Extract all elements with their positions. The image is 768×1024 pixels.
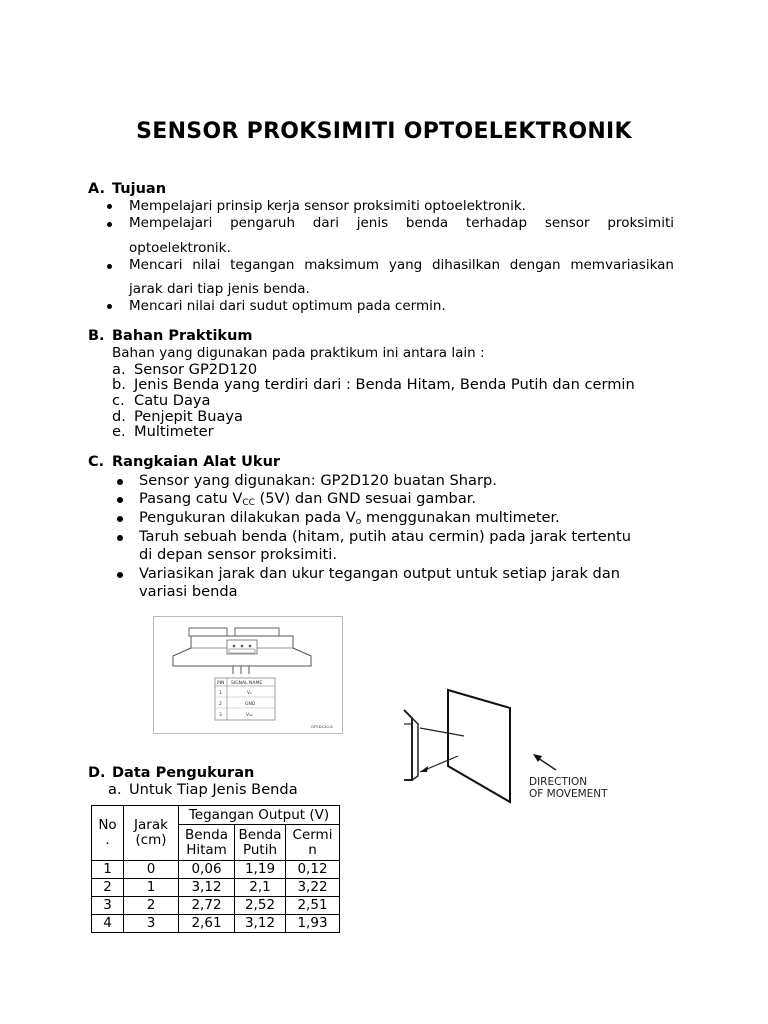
bahan-intro: Bahan yang digunakan pada praktikum ini antara lain : bbox=[112, 345, 485, 361]
bullet-icon bbox=[107, 222, 112, 227]
bahan-item bbox=[112, 423, 214, 440]
tujuan-item-4: Mencari nilai dari sudut optimum pada cermin. bbox=[129, 298, 446, 314]
list-letter: b. bbox=[112, 376, 126, 393]
section-c-number: C. bbox=[88, 454, 105, 470]
svg-text:Vₔₔ: Vₔₔ bbox=[246, 713, 253, 718]
section-b-number: B. bbox=[88, 328, 105, 344]
svg-text:GND: GND bbox=[245, 702, 256, 707]
tujuan-item-3-cont: jarak dari tiap jenis benda. bbox=[129, 281, 310, 297]
col-header-cermin: Cermi n bbox=[286, 825, 340, 861]
list-letter: a. bbox=[112, 361, 126, 378]
list-letter: a. bbox=[108, 781, 122, 798]
rangkaian-item-4-cont: di depan sensor proksimiti. bbox=[139, 546, 337, 563]
list-text: Penjepit Buaya bbox=[134, 408, 244, 425]
section-d-heading bbox=[88, 765, 254, 781]
col-header-group: Tegangan Output (V) bbox=[179, 806, 340, 825]
rangkaian-item-5-cont: variasi benda bbox=[139, 583, 238, 600]
rangkaian-item-2: Pasang catu $V_{CC}$ (5V) dan GND sesuai gambar. bbox=[139, 490, 477, 508]
list-text: Catu Daya bbox=[134, 392, 211, 409]
section-d-number: D. bbox=[88, 765, 106, 781]
tujuan-item-2: Mempelajari pengaruh dari jenis benda terhadap sensor proksimiti bbox=[129, 215, 674, 231]
figure-code: GP2D120-8 bbox=[311, 724, 333, 729]
bullet-icon bbox=[107, 264, 112, 269]
tujuan-item-1: Mempelajari prinsip kerja sensor proksimiti optoelektronik. bbox=[129, 198, 526, 214]
col-header-no: No . bbox=[92, 806, 124, 861]
section-b-title: Bahan Praktikum bbox=[112, 328, 253, 344]
bullet-icon bbox=[117, 572, 123, 578]
list-letter: e. bbox=[112, 423, 126, 440]
svg-text:Vₒ: Vₒ bbox=[247, 691, 252, 696]
col-header-jarak: Jarak (cm) bbox=[124, 806, 179, 861]
section-c-heading bbox=[88, 454, 280, 470]
tujuan-item-2-cont: optoelektronik. bbox=[129, 240, 231, 256]
svg-text:1: 1 bbox=[219, 691, 222, 696]
section-a-number: A. bbox=[88, 181, 105, 197]
bullet-icon bbox=[107, 204, 112, 209]
rangkaian-item-4: Taruh sebuah benda (hitam, putih atau cermin) pada jarak tertentu bbox=[139, 528, 631, 545]
signal-header: SIGNAL NAME bbox=[231, 681, 263, 686]
bullet-icon bbox=[117, 516, 123, 522]
list-text: Multimeter bbox=[134, 423, 214, 440]
rangkaian-item-5: Variasikan jarak dan ukur tegangan output untuk setiap jarak dan bbox=[139, 565, 621, 582]
col-header-benda-hitam: Benda Hitam bbox=[179, 825, 235, 861]
bahan-item bbox=[112, 392, 211, 409]
list-letter: c. bbox=[112, 392, 125, 409]
bullet-icon bbox=[117, 479, 123, 485]
bahan-item bbox=[112, 376, 635, 393]
section-b-heading bbox=[88, 328, 253, 344]
list-text: Untuk Tiap Jenis Benda bbox=[129, 781, 298, 798]
rangkaian-item-1: Sensor yang digunakan: GP2D120 buatan Sharp. bbox=[139, 472, 497, 489]
list-text: Jenis Benda yang terdiri dari : Benda Hitam, Benda Putih dan cermin bbox=[134, 376, 635, 393]
list-text: Sensor GP2D120 bbox=[134, 361, 258, 378]
list-letter: d. bbox=[112, 408, 126, 425]
table-row: 4 3 2,61 3,12 1,93 bbox=[92, 915, 340, 933]
direction-label-line1: DIRECTION bbox=[529, 776, 588, 788]
table-row: 3 2 2,72 2,52 2,51 bbox=[92, 897, 340, 915]
tujuan-item-3: Mencari nilai tegangan maksimum yang dihasilkan dengan memvariasikan bbox=[129, 257, 674, 273]
svg-text:2: 2 bbox=[219, 702, 222, 707]
direction-of-movement-figure bbox=[400, 684, 620, 804]
direction-label-line2: OF MOVEMENT bbox=[529, 788, 608, 800]
table-row: 2 1 3,12 2,1 3,22 bbox=[92, 879, 340, 897]
bullet-icon bbox=[107, 304, 112, 309]
data-subheading bbox=[108, 781, 298, 798]
sensor-gp2d120-figure bbox=[153, 616, 343, 734]
table-row: 1 0 0,06 1,19 0,12 bbox=[92, 861, 340, 879]
section-c-title: Rangkaian Alat Ukur bbox=[112, 454, 281, 470]
pin-header: PIN bbox=[217, 681, 225, 686]
section-d-title: Data Pengukuran bbox=[112, 765, 255, 781]
svg-text:3: 3 bbox=[219, 713, 222, 718]
rangkaian-item-3: Pengukuran dilakukan pada $V_o$ menggunakan multimeter. bbox=[139, 509, 560, 527]
col-header-benda-putih: Benda Putih bbox=[235, 825, 286, 861]
page-title: SENSOR PROKSIMITI OPTOELEKTRONIK bbox=[136, 119, 632, 144]
section-a-heading bbox=[88, 181, 166, 197]
measurement-table bbox=[91, 805, 340, 933]
bullet-icon bbox=[117, 497, 123, 503]
section-a-title: Tujuan bbox=[112, 181, 167, 197]
bullet-icon bbox=[117, 535, 123, 541]
